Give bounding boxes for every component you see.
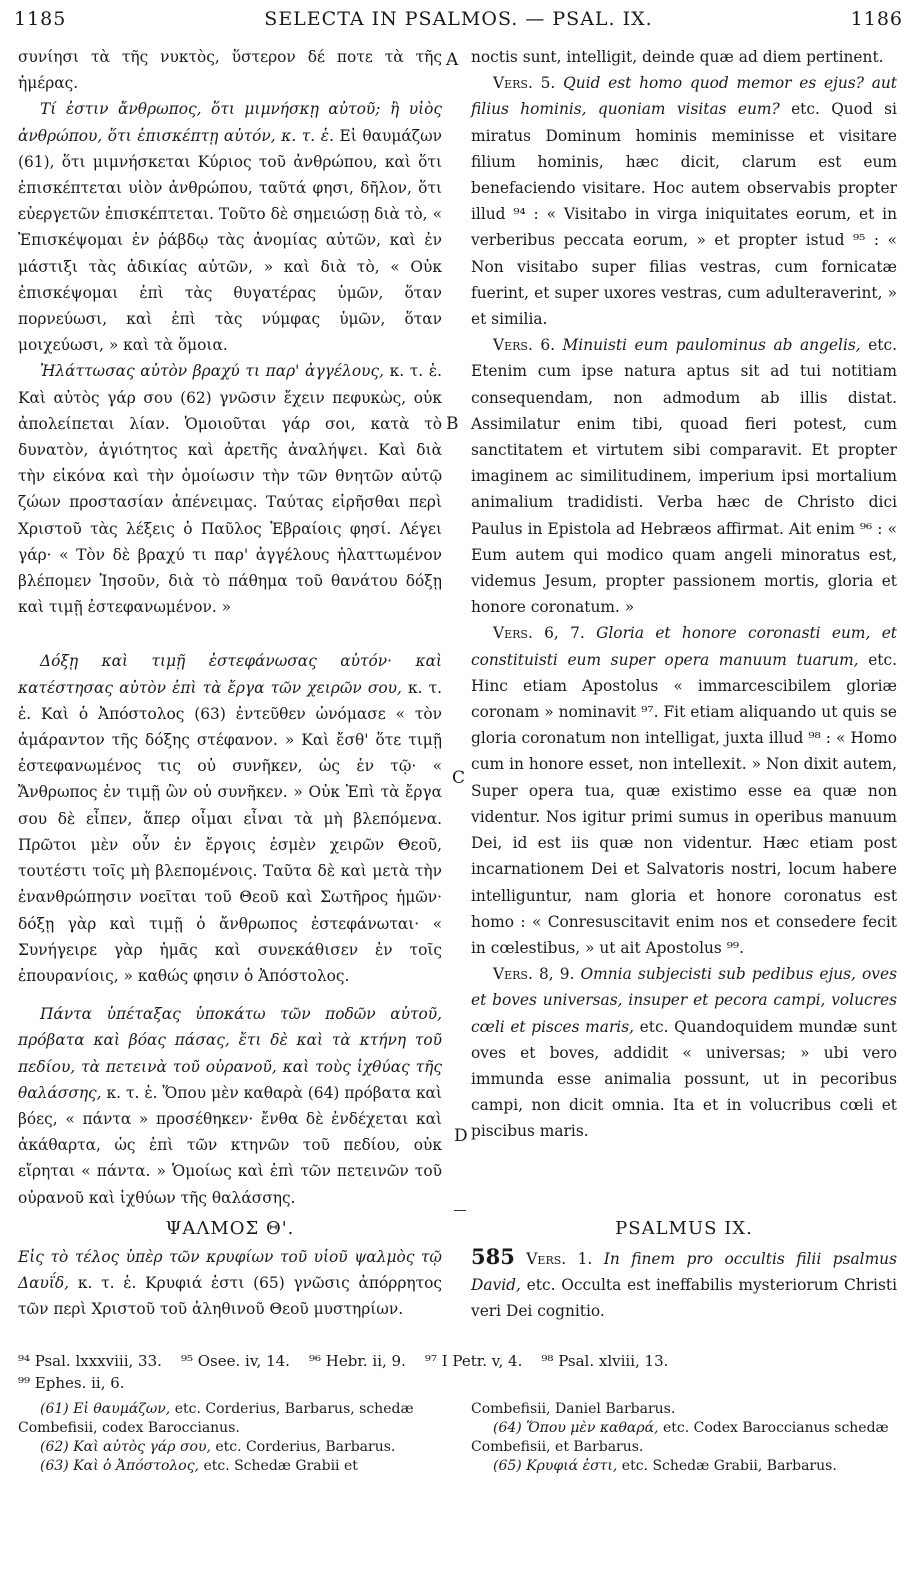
variant-text: etc. Schedæ Grabii, Barbarus. (621, 1458, 837, 1474)
latin-lemma: Omnia subjecisti sub pedibus ejus, oves et boves universas, insuper et pecora campi, volucres cœli et pisces maris, (471, 965, 897, 1036)
running-title: SELECTA IN PSALMOS. — PSAL. IX. (264, 8, 653, 30)
latin-paragraph: noctis sunt, intelligit, deinde quæ ad diem pertinent. (471, 48, 884, 66)
latin-lemma: Minuisti eum paulominus ab angelis, (562, 336, 861, 355)
variant-lemma: (64) Ὅπου μὲν καθαρά, (493, 1420, 659, 1436)
variant-note (471, 1419, 897, 1457)
greek-paragraph (18, 1001, 442, 1211)
variant-lemma: (65) Κρυφιά ἐστι, (493, 1458, 618, 1474)
margin-letter-a: A (446, 50, 459, 70)
variant-note: Combefisii, Daniel Barbarus. (471, 1401, 676, 1417)
variant-notes-right (471, 1400, 897, 1476)
verse-marker: Vers. 6, 7. (493, 624, 585, 643)
greek-column (18, 44, 442, 1211)
latin-text: etc. Etenim cum ipse natura aptus sit ad tui notitiam consequendam, non admodum ab illis distat. Assimilatur enim tibi, quoad fieri potest, cum sanctitatem et virtutem sibi comparavit. Et propter imaginem ac similitudinem, imperium ipsi mortalium animalium tradidisti. Verba hæc de Christo dici Paulus in Epistola ad Hebræos affirmat. Ait enim ⁹⁶ : « Eum autem qui modico quam angeli minoratus est, videmus Jesum, propter passionem mortis, gloria et honore coronatum. » (471, 336, 897, 617)
latin-text: etc. Quandoquidem mundæ sunt oves et boves, addidit « universas; » ubi vero immunda esse animalia possunt, ut in pecoribus campi, non dicit omnia. Ita et in volucribus cœli et piscibus maris. (471, 1017, 897, 1141)
variant-lemma: (62) Καὶ αὐτὸς γάρ σου, (40, 1439, 211, 1455)
latin-paragraph (471, 70, 897, 332)
latin-lemma: Gloria et honore coronasti eum, et constituisti eum super opera manuum tuarum, (471, 624, 897, 669)
greek-psalm-lemma: Εἰς τὸ τέλος ὑπὲρ τῶν κρυφίων τοῦ υἱοῦ ψαλμὸς τῷ Δαυΐδ, (18, 1248, 442, 1292)
variant-note (18, 1438, 444, 1457)
latin-psalm-text (471, 1244, 897, 1324)
variant-text: etc. Schedæ Grabii et (203, 1458, 358, 1474)
latin-lemma: Quid est homo quod memor es ejus? aut filius hominis, quoniam visitas eum? (471, 74, 897, 119)
greek-paragraph (18, 648, 442, 989)
section-divider (454, 1210, 466, 1211)
variant-text: etc. Corderius, Barbarus. (215, 1439, 396, 1455)
variant-notes-left (18, 1400, 444, 1476)
variant-note (18, 1400, 444, 1438)
latin-paragraph (471, 961, 897, 1144)
scripture-footnotes (18, 1350, 898, 1394)
verse-marker: Vers. 1. (526, 1250, 593, 1268)
greek-text: κ. τ. ἑ. Καὶ ὁ Ἀπόστολος (63) ἐντεῦθεν ὠνόμασε « τὸν ἀμάραντον τῆς δόξης στέφανον. » Καὶ ἔσθ' ὅτε τιμῇ ἐστεφανωμένος τις οὐ συνῆκεν, ὡς ἐν τῷ· « Ἄνθρωπος ἐν τιμῇ ὢν οὐ συνῆκεν. » Οὐκ Ἐπὶ τὰ ἔργα σου δὲ εἶπεν, ἅπερ οἶμαι εἶναι τὰ μὴ βλεπόμενα. Πρῶτοι μὲν οὖν ἐν ἔργοις ἐσμὲν χειρῶν Θεοῦ, τουτέστι τοῖς μὴ βλεπομένοις. Ταῦτα δὲ καὶ μετὰ τὴν ἐνανθρώπησιν νοεῖται τοῦ Θεοῦ καὶ Σωτῆρος ἡμῶν· δόξῃ γὰρ καὶ τιμῇ ὁ ἄνθρωπος ἐστεφάνωται· « Συνήγειρε γὰρ ἡμᾶς καὶ συνεκάθισεν ἐν τοῖς ἐπουρανίοις, » καθώς φησιν ὁ Ἀπόστολος. (18, 678, 442, 985)
left-column-number: 1185 (14, 8, 67, 30)
verse-marker: Vers. 6. (493, 336, 556, 355)
greek-lemma: Πάντα ὑπέταξας ὑποκάτω τῶν ποδῶν αὐτοῦ, πρόβατα καὶ βόας πάσας, ἔτι δὲ καὶ τὰ κτήνη τοῦ πεδίου, τὰ πετεινὰ τοῦ οὐρανοῦ, καὶ τοὺς ἰχθύας τῆς θαλάσσης, (18, 1005, 442, 1102)
verse-marker: Vers. 8, 9. (493, 965, 575, 984)
margin-letter-b: B (446, 414, 459, 434)
variant-note (18, 1457, 444, 1476)
variant-lemma: (61) Εἰ θαυμάζων, (40, 1401, 171, 1417)
variant-text: etc. Corderius, Barbarus, schedæ Combefisii, codex Baroccianus. (18, 1401, 414, 1436)
right-column-number: 1186 (850, 8, 903, 30)
latin-paragraph (471, 620, 897, 961)
variant-note (471, 1457, 897, 1476)
footnote-line: ⁹⁹ Ephes. ii, 6. (18, 1374, 125, 1392)
variant-lemma: (63) Καὶ ὁ Ἀπόστολος, (40, 1458, 199, 1474)
greek-lemma: Ἠλάττωσας αὐτὸν βραχύ τι παρ' ἀγγέλους, (40, 362, 384, 381)
greek-lemma: Δόξῃ καὶ τιμῇ ἐστεφάνωσας αὐτόν· καὶ κατέστησας αὐτὸν ἐπὶ τὰ ἔργα τῶν χειρῶν σου, (18, 652, 442, 697)
latin-column (471, 44, 897, 1145)
footnote-line: ⁹⁴ Psal. lxxxviii, 33. ⁹⁵ Osee. iv, 14. ⁹⁶ Hebr. ii, 9. ⁹⁷ I Petr. v, 4. ⁹⁸ Psal. xlviii, 13. (18, 1352, 669, 1370)
running-head (14, 8, 903, 36)
greek-psalm-heading: ΨΑΛΜΟΣ Θ'. (165, 1218, 295, 1239)
verse-marker: Vers. 5. (493, 74, 556, 93)
column-number: 585 (471, 1244, 515, 1269)
greek-paragraph (18, 358, 442, 620)
margin-letter-c: C (452, 768, 466, 788)
greek-psalm-text (18, 1244, 442, 1322)
greek-text: κ. τ. ἑ. Καὶ αὐτὸς γάρ σου (62) γνῶσιν ἔχειν πεφυκὼς, οὐκ ἀπολείπεται λίαν. Ὁμοιοῦται γάρ σοι, κατὰ τὸ δυνατὸν, ἁγιότητος καὶ ἀρετῆς ἀναλήψει. Καὶ διὰ τὴν εἰκόνα καὶ τὴν ὁμοίωσιν τὴν τῶν θνητῶν αὐτῷ ζώων προστασίαν ἀπένειμας. Ταύτας εἰρῆσθαι περὶ Χριστοῦ τὰς λέξεις ὁ Παῦλος Ἑβραίοις φησί. Λέγει γάρ· « Τὸν δὲ βραχύ τι παρ' ἀγγέλους ἠλαττωμένον βλέπομεν Ἰησοῦν, διὰ τὸ πάθημα τοῦ θανάτου δόξῃ καὶ τιμῇ ἐστεφανωμένον. » (18, 362, 442, 617)
latin-psalm-lemma: In finem pro occultis filii psalmus David, (471, 1250, 897, 1294)
greek-paragraph: συνίησι τὰ τῆς νυκτὸς, ὕστερον δέ ποτε τὰ τῆς ἡμέρας. (18, 48, 442, 93)
greek-psalm-body: κ. τ. ἑ. Κρυφιά ἐστι (65) γνῶσις ἀπόρρητος τῶν περὶ Χριστοῦ τοῦ ἀληθινοῦ Θεοῦ μυστηρίων. (18, 1274, 442, 1318)
latin-psalm-body: etc. Occulta est ineffabilis mysteriorum Christi veri Dei cognitio. (471, 1276, 897, 1320)
greek-paragraph (18, 96, 442, 358)
greek-lemma: Τί ἐστιν ἄνθρωπος, ὅτι μιμνήσκῃ αὐτοῦ; ἢ υἱὸς ἀνθρώπου, ὅτι ἐπισκέπτῃ αὐτόν, κ. τ. ἑ. (18, 100, 442, 145)
latin-psalm-heading: PSALMUS IX. (615, 1218, 753, 1239)
latin-paragraph (471, 332, 897, 620)
margin-letter-d: D (454, 1126, 468, 1146)
greek-text: Εἰ θαυμάζων (61), ὅτι μιμνήσκεται Κύριος τοῦ ἀνθρώπου, καὶ ὅτι ἐπισκέπτεται υἱὸν ἀνθρώπου, ταῦτά φησι, δῆλον, ὅτι εὐεργετῶν ἐπισκέπτεται. Τοῦτο δὲ σημειώσῃ διὰ τὸ, « Ἐπισκέψομαι ἐν ῥάβδῳ τὰς ἀνομίας αὐτῶν, καὶ ἐν μάστιξι τὰς ἀδικίας αὐτῶν, » καὶ διὰ τὸ, « Οὐκ ἐπισκέψομαι ἐπὶ τὰς θυγατέρας ὑμῶν, ὅταν πορνεύωσι, καὶ ἐπὶ τὰς νύμφας ὑμῶν, ὅταν μοιχεύωσι, » καὶ τὰ ὅμοια. (18, 126, 442, 355)
greek-text: κ. τ. ἑ. Ὅπου μὲν καθαρὰ (64) πρόβατα καὶ βόες, « πάντα » προσέθηκεν· ἔνθα δὲ ἐνδέχεται καὶ ἀκάθαρτα, ὡς ἐπὶ τῶν κτηνῶν τοῦ πεδίου, οὐκ εἴρηται « πάντα. » Ὁμοίως καὶ ἐπὶ τῶν πετεινῶν τοῦ οὐρανοῦ καὶ ἰχθύων τῆς θαλάσσης. (18, 1083, 442, 1207)
latin-text: etc. Hinc etiam Apostolus « immarcescibilem gloriæ coronam » nominavit ⁹⁷. Fit etiam aliquando ut quis se gloria coronatum non intelligat, juxta illud ⁹⁸ : « Homo cum in honore esset, non intellexit. » Non dixit autem, Super opera tua, quæ existimo esse ea quæ non videntur. Nos igitur primi sumus in operibus manuum Dei, id est iis quæ non videntur. Hæc etiam post incarnationem Dei et Salvatoris nostri, locum habere intelliguntur, nam gloria et honore coronatus est homo : « Conresuscitavit enim nos et consedere fecit in cœlestibus, » ut ait Apostolus ⁹⁹. (471, 650, 897, 957)
variant-text: etc. Codex Baroccianus schedæ Combefisii, et Barbarus. (471, 1420, 889, 1455)
latin-text: etc. Quod si miratus Dominum hominis meminisse et visitare filium hominis, hæc dicit, clarum est eum benefaciendo visitare. Hoc autem observabis propter illud ⁹⁴ : « Visitabo in virga iniquitates eorum, et in verberibus peccata eorum, » et propter istud ⁹⁵ : « Non visitabo super filias vestras, cum fornicatæ fuerint, et super uxores vestras, cum adulteraverint, » et similia. (471, 100, 897, 329)
